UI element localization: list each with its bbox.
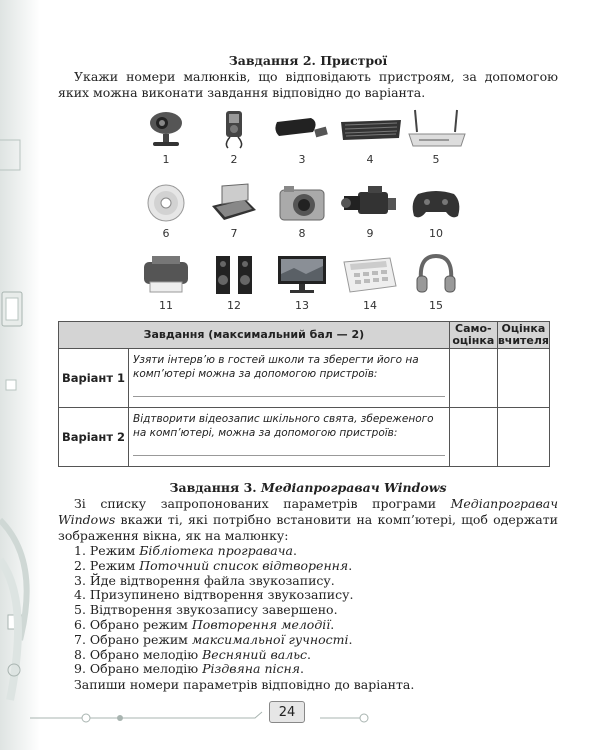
variant-label: Варіант 1 [59, 349, 129, 408]
device-5 [405, 108, 467, 166]
teacher-grade-cell[interactable] [497, 349, 549, 408]
video-camera-icon [340, 182, 400, 224]
list-item: 1. Режим Бібліотека програвача. [74, 543, 297, 558]
answer-line[interactable] [133, 446, 445, 456]
task3-intro: Зі списку запропонованих параметрів програми Медіапрогравач Windows вкажи ті, які потрібно встановити на комп’ютері, щоб одержати зображення вікна, як на малюнку: [58, 496, 558, 543]
device-2 [203, 108, 265, 166]
list-item: 9. Обрано мелодію Різдвяна пісня. [74, 661, 305, 677]
device-13 [271, 252, 333, 312]
device-15 [405, 252, 467, 312]
device-8 [271, 182, 333, 240]
list-item: 5. Відтворення звукозапису завершено. [74, 602, 338, 618]
gamepad-icon [408, 182, 464, 224]
task3-outro: Запиши номери параметрів відповідно до варіанта. [74, 677, 415, 692]
device-12 [203, 252, 265, 312]
headphones-icon [411, 252, 461, 296]
wifi-router-icon [405, 108, 469, 150]
decorative-circuit-strip [0, 0, 60, 750]
table-row [59, 349, 550, 408]
monitor-icon [272, 252, 332, 296]
variant-task: Узяти інтерв’ю в гостей школи та зберегти його на комп’ютері можна за допомогою пристроїв: [129, 349, 450, 408]
device-number: 11 [159, 299, 173, 312]
scanner-icon [208, 182, 260, 224]
usb-modem-icon [273, 108, 331, 150]
calculator-icon [340, 252, 400, 296]
device-1 [135, 108, 197, 166]
device-number: 1 [162, 153, 170, 166]
device-7 [203, 182, 265, 240]
device-9 [339, 182, 401, 240]
device-number: 7 [230, 227, 238, 240]
list-item: 7. Обрано режим максимальної гучності. [74, 631, 353, 647]
device-4 [339, 108, 401, 166]
device-number: 14 [363, 299, 377, 312]
list-item: 4. Призупинено відтворення звукозапису. [74, 587, 354, 603]
variant-task: Відтворити відеозапис шкільного свята, збереженого на комп’ютері, можна за допомогою пристроїв: [129, 408, 450, 467]
photo-camera-icon [274, 182, 330, 224]
device-number: 4 [366, 153, 374, 166]
device-number: 5 [432, 153, 440, 166]
list-item: 3. Йде відтворення файла звукозапису. [74, 572, 335, 588]
device-14 [339, 252, 401, 312]
table-header-self-assessment: Само-оцінка [449, 322, 497, 349]
task-table [58, 321, 550, 467]
device-number: 8 [298, 227, 306, 240]
list-item: 2. Режим Поточний список відтворення. [74, 557, 353, 573]
device-number: 10 [429, 227, 443, 240]
device-number: 9 [366, 227, 374, 240]
options-list [74, 544, 353, 677]
keyboard-icon [339, 108, 403, 150]
table-header-task: Завдання (максимальний бал — 2) [59, 322, 450, 349]
answer-line[interactable] [133, 387, 445, 397]
device-6 [135, 182, 197, 240]
device-number: 12 [227, 299, 241, 312]
self-assessment-cell[interactable] [449, 349, 497, 408]
table-header-teacher-grade: Оцінка вчителя [497, 322, 549, 347]
variant-label: Варіант 2 [59, 408, 129, 467]
mp3-player-icon [214, 108, 254, 150]
cd-disc-icon [144, 182, 188, 224]
list-item: 8. Обрано мелодію Весняний вальс. [74, 646, 311, 662]
table-row [59, 408, 550, 467]
teacher-grade-cell[interactable] [497, 408, 549, 467]
device-number: 2 [230, 153, 238, 166]
task3-title: Завдання 3. Медіапрогравач Windows [169, 480, 447, 495]
webcam-icon [141, 108, 191, 150]
self-assessment-cell[interactable] [449, 408, 497, 467]
device-number: 6 [162, 227, 170, 240]
device-11 [135, 252, 197, 312]
device-3 [271, 108, 333, 166]
device-number: 15 [429, 299, 443, 312]
printer-icon [138, 252, 194, 296]
list-item: 6. Обрано режим Повторення мелодії. [74, 616, 335, 632]
device-number: 3 [298, 153, 306, 166]
task2-intro: Укажи номери малюнків, що відповідають пристроям, за допомогою яких можна виконати завдання відповідно до варіанта. [58, 69, 558, 100]
device-10 [405, 182, 467, 240]
page-number: 24 [269, 701, 305, 723]
device-number: 13 [295, 299, 309, 312]
speakers-icon [210, 252, 258, 296]
task2-title: Завдання 2. Пристрої [228, 53, 388, 68]
